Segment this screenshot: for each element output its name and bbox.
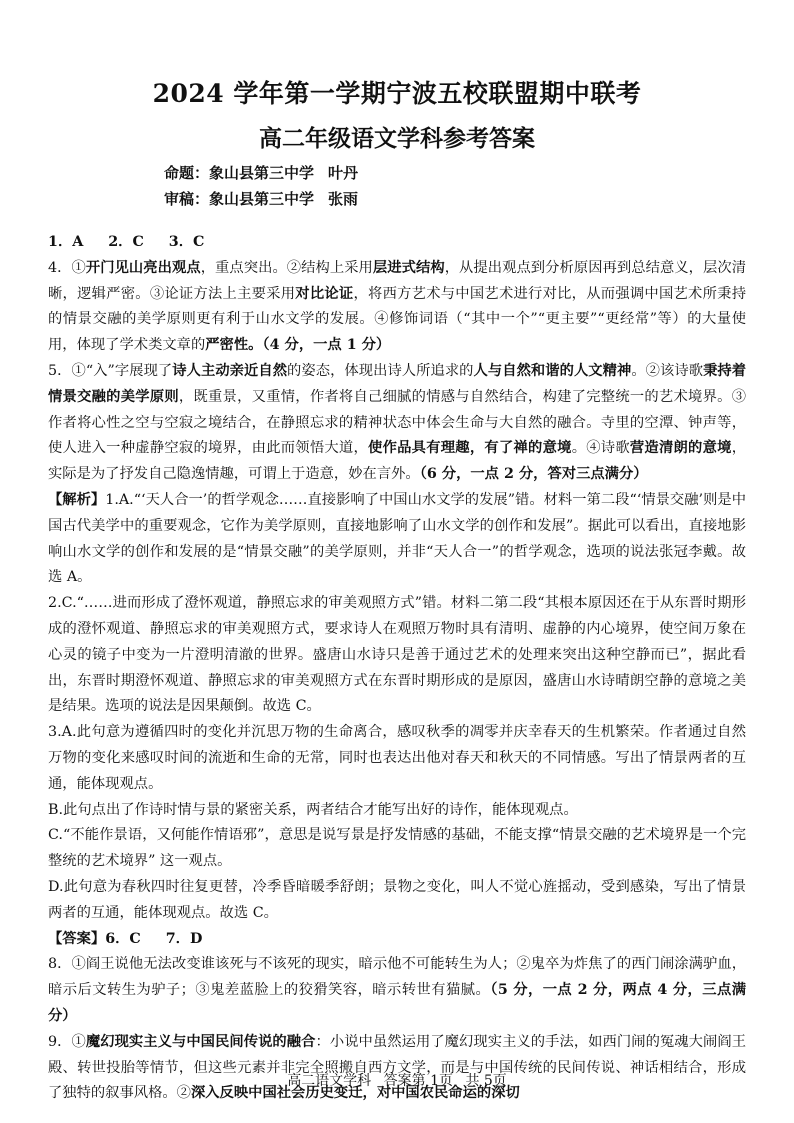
answer-q4: 4．①开门见山亮出观点，重点突出。②结构上采用层进式结构，从提出观点到分析原因再到总结意义，层次清晰，逻辑严密。③论证方法上主要采用对比论证，将西方艺术与中国艺术进行对比，从而强调中国艺术所秉持的情景交融的美学原则更有利于山水文学的发展。④修饰词语（“其中一个”“更主要”“更经常”等）的大量使用，体现了学术类文章的严密性。（4 分，一点 1 分） — [48, 259, 747, 354]
answer-q1: 1．A — [48, 234, 84, 250]
answers-6-7 — [48, 927, 746, 953]
setter-line — [164, 160, 358, 186]
footer-page: 答案第 1页 — [383, 1073, 453, 1089]
reviewer-name: 张雨 — [328, 190, 359, 208]
answer-q2: 2．C — [108, 234, 144, 250]
analysis-label: 【解析】 — [48, 491, 106, 508]
footer-total: 共 5页 — [465, 1073, 507, 1089]
answer-q9: 9．①魔幻现实主义与中国民间传说的融合：小说中虽然运用了魔幻现实主义的手法，如西门闹的冤魂大闹阎王殿、转世投胎等情节，但这些元素并非完全照搬自西方文学，而是与中国传统的民间传说、神话相结合，形成了独特的叙事风格。②深入反映中国社会历史变迁，对中国农民命运的深切 — [48, 1033, 746, 1102]
reviewer-line — [164, 186, 358, 212]
answer-q8: 8．①阎王说他无法改变谁该死与不该死的现实，暗示他不可能转生为人；②鬼卒为炸焦了的西门闹涂满驴血，暗示后文转生为驴子；③鬼差蓝脸上的狡猾笑容，暗示转世有猫腻。（5 分，一点 2 分，两点 4 分，三点满分） — [48, 956, 746, 1024]
reviewer-label: 审稿： — [164, 190, 210, 208]
setter-school: 象山县第三中学 — [209, 164, 315, 182]
analysis-3b: B.此句点出了作诗时情与景的紧密关系，两者结合才能写出好的诗作，能体现观点。 — [48, 801, 578, 818]
analysis-3d: D.此句意为春秋四时往复更替，冷季昏暗暖季舒朗；景物之变化，叫人不觉心旌摇动，受到感染，写出了情景两者的互通，能体现观点。故选 C。 — [48, 878, 746, 921]
answer-q7: 7．D — [165, 930, 203, 947]
answers-1-3 — [48, 230, 746, 256]
setter-label: 命题： — [164, 164, 210, 182]
answer-q3: 3．C — [168, 234, 205, 250]
setter-name: 叶丹 — [328, 164, 359, 182]
answer-q5: 5．①“入”字展现了诗人主动亲近自然的姿态，体现出诗人所追求的人与自然和谐的人文精神。②该诗歌秉持着情景交融的美学原则，既重景，又重情，作者将自己细腻的情感与自然结合，构建了完整统一的艺术境界。③作者将心性之空与空寂之境结合，在静照忘求的精神状态中体会生命与大自然的融合。寺里的空潭、钟声等，使人进入一种虚静空寂的境界，由此而领悟大道，使作品具有理趣，有了禅的意境。④诗歌营造清朗的意境，实际是为了抒发自己隐逸情趣，可谓上于造意，妙在言外。（6 分，一点 2 分，答对三点满分） — [48, 362, 747, 483]
credits-block — [164, 160, 358, 212]
page-footer — [0, 1070, 794, 1090]
reviewer-school: 象山县第三中学 — [209, 190, 315, 208]
analysis-2: 2.C.“……进而形成了澄怀观道，静照忘求的审美观照方式”错。材料二第二段“其根本原因还在于从东晋时期形成的澄怀观道、静照忘求的审美观照方式，要求诗人在观照万物时具有清明、虚静的内心境界，使空间万象在心灵的镜子中变为一片澄明清澈的世界。盛唐山水诗只是善于通过艺术的处理来突出这种空静而已”，据此看出，东晋时期澄怀观道、静照忘求的审美观照方式在东晋时期形成的是原因，盛唐山水诗晴朗空静的意境之美是结果。选项的说法是因果颠倒。故选 C。 — [48, 595, 746, 715]
analysis-3a: 3.A.此句意为遵循四时的变化并沉思万物的生命离合，感叹秋季的凋零并庆幸春天的生机繁荣。作者通过自然万物的变化来感叹时间的流逝和生命的无常，同时也表达出他对春天和秋天的不同情感。写出了情景两者的互通，能体现观点。 — [48, 724, 746, 792]
analysis-3c: C.“不能作景语，又何能作情语邪”，意思是说写景是抒发情感的基础，不能支撑“情景交融的艺术境界是一个完整统的艺术境界” 这一观点。 — [48, 827, 746, 870]
answers-body — [48, 230, 746, 1107]
page-subtitle: 高二年级语文学科参考答案 — [259, 125, 535, 152]
answer-q6: 6．C — [105, 930, 141, 947]
answer-label: 【答案】 — [48, 930, 106, 947]
footer-subject: 高二语文学科 — [287, 1073, 372, 1089]
analysis-1: 【解析】1.A.“‘天人合一’的哲学观念……直接影响了中国山水文学的发展”错。材料一第二段“‘情景交融’则是中国古代美学中的重要观念，它作为美学原则，直接地影响了山水文学的创作和发展”。据此可以看出，直接地影响山水文学的创作和发展的是“情景交融”的美学原则，并非“天人合一”的哲学观念，选项的说法张冠李戴。故选 A。 — [48, 491, 746, 586]
page-title: 2024 学年第一学期宁波五校联盟期中联考 — [152, 79, 642, 108]
